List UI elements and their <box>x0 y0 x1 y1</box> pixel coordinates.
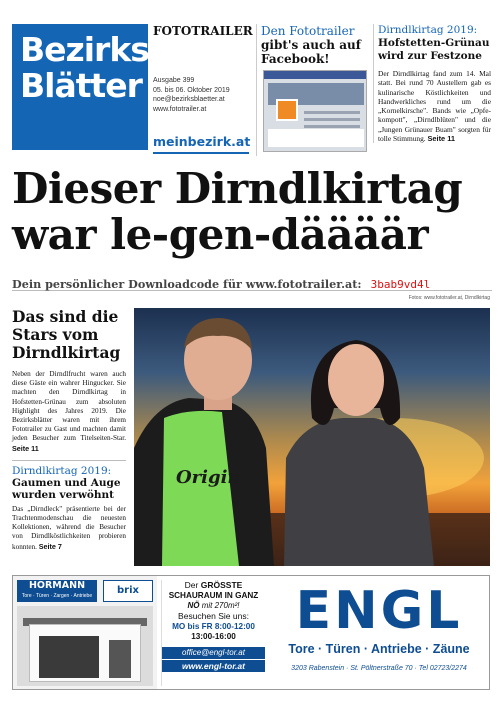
brix-logo: brix <box>103 580 153 602</box>
ad-showroom-info <box>161 580 265 686</box>
download-code-bar <box>12 273 492 291</box>
engl-brand-panel <box>269 576 489 689</box>
front-door <box>109 640 131 678</box>
divider <box>12 460 126 461</box>
facebook-bar <box>264 71 366 79</box>
woman-face <box>328 344 384 416</box>
issue-meta <box>153 76 230 114</box>
contact-email[interactable]: noe@bezirksblaetter.at <box>153 96 225 103</box>
gaumen-title: Gaumen und Auge wurden verwöhnt <box>12 476 121 501</box>
engl-logo: ENGL <box>295 581 463 641</box>
main-headline <box>12 166 492 258</box>
garage-house-image <box>17 606 153 686</box>
opening-hours-1: MO bis FR 8:00-12:00 <box>172 621 255 631</box>
showroom-line-3: NÖ mit 270m²! <box>187 601 240 610</box>
contact-web[interactable]: www.fototrailer.at <box>153 105 207 113</box>
facebook-post <box>268 129 364 147</box>
left-column <box>12 308 126 552</box>
shirt-print: Origin <box>176 467 241 488</box>
promo-title-line-2: gibt's auch auf <box>261 38 361 52</box>
hormann-name: HÖRMANN <box>28 580 86 591</box>
facebook-screenshot-image <box>263 70 367 152</box>
hormann-tagline: Tore · Türen · Zargen · Antriebe <box>21 593 93 599</box>
ad-left-panel <box>13 576 157 689</box>
stars-body: Neben der Dirndlfrucht waren auch diese Gäste ein wahrer Hingucker. Sie machten den Dirndlkirtag in Hofstetten-Grünau zum absoluten Highlight des Jahres 2019. Die Bezirksblätter waren mit ihrem Fototrailer zu Gast und machten damit jeden Besucher zum Titelseiten-Star. Seite 11 <box>12 370 126 453</box>
teaser-page-link[interactable]: Seite 11 <box>427 134 456 144</box>
news-teaser-festzone[interactable] <box>373 24 491 143</box>
stars-title: Das sind die Stars vom Dirndlkirtag <box>12 307 121 362</box>
logo-line-1: Bezirks <box>20 30 149 69</box>
download-text: Dein persönlicher Downloadcode für www.fototrailer.at: <box>12 277 362 291</box>
headline-line-2: war le-gen-däääär <box>12 210 429 259</box>
teaser-title-line-2: wird zur Festzone <box>378 50 482 62</box>
logo-line-2: Blätter <box>20 66 142 105</box>
engl-advertisement[interactable] <box>12 575 490 690</box>
teaser-kicker: Dirndlkirtag 2019: <box>378 24 478 36</box>
site-link[interactable]: meinbezirk.at <box>153 134 249 154</box>
masthead-logo[interactable] <box>12 24 148 150</box>
opening-hours-2: 13:00-16:00 <box>191 632 236 641</box>
gaumen-kicker: Dirndlkirtag 2019: <box>12 464 112 477</box>
promo-title-line-1: Den Fototrailer <box>261 24 355 38</box>
ad-web-link[interactable]: www.engl-tor.at <box>162 660 265 672</box>
masthead-info <box>153 24 253 154</box>
visit-us: Besuchen Sie uns: <box>178 611 249 621</box>
cover-photo <box>134 308 490 566</box>
issue-number: Ausgabe 399 <box>153 77 195 84</box>
issue-dates: 05. bis 06. Oktober 2019 <box>153 86 230 94</box>
download-code[interactable]: 3bab9vd4l <box>370 278 431 291</box>
showroom-line-1: Der GRÖSSTE <box>184 580 243 590</box>
headline-line-1: Dieser Dirndlkirtag <box>12 164 463 213</box>
gaumen-page-link[interactable]: Seite 7 <box>38 541 62 551</box>
showroom-line-2: SCHAURAUM IN GANZ <box>168 590 259 600</box>
brand-title: FOTOTRAILER <box>153 24 253 38</box>
couple-photo-illustration <box>134 308 490 566</box>
facebook-promo[interactable] <box>256 24 368 156</box>
garage-door <box>39 636 99 678</box>
teaser-title-line-1: Hofstetten-Grünau <box>378 37 490 49</box>
hormann-logo <box>17 580 97 602</box>
photo-credit: Fotos: www.fototrailer.at, Dirndlkirtag <box>408 295 490 301</box>
gaumen-body: Das „Dirndleck" präsentierte bei der Trachtenmodenschau die neuesten Kollektionen, während die Besucher von Dirndlköstlichkeiten probieren konnten. Seite 7 <box>12 504 126 551</box>
ad-email-link[interactable]: office@engl-tor.at <box>162 647 265 659</box>
teaser-body: Der Dirndlkirtag fand zum 14. Mal statt. Bei rund 70 Austellern gab es kulinarische Köstlichkeiten und Handwerkliches rund um die „Kornelkirsche". Bands wie „Opfe-kompott", „Dirndlblüten" und die „Jungen Grünauer Buam" sorgten für tolle Stimmung. Seite 11 <box>378 69 491 144</box>
stars-page-link[interactable]: Seite 11 <box>12 443 39 453</box>
engl-tagline: Tore · Türen · Antriebe · Zäune <box>288 642 470 656</box>
promo-title-line-3: Facebook! <box>261 52 330 66</box>
engl-address: 3203 Rabenstein · St. Pöltnerstraße 70 · Tel 02723/2274 <box>291 665 467 672</box>
facebook-avatar <box>276 99 298 121</box>
